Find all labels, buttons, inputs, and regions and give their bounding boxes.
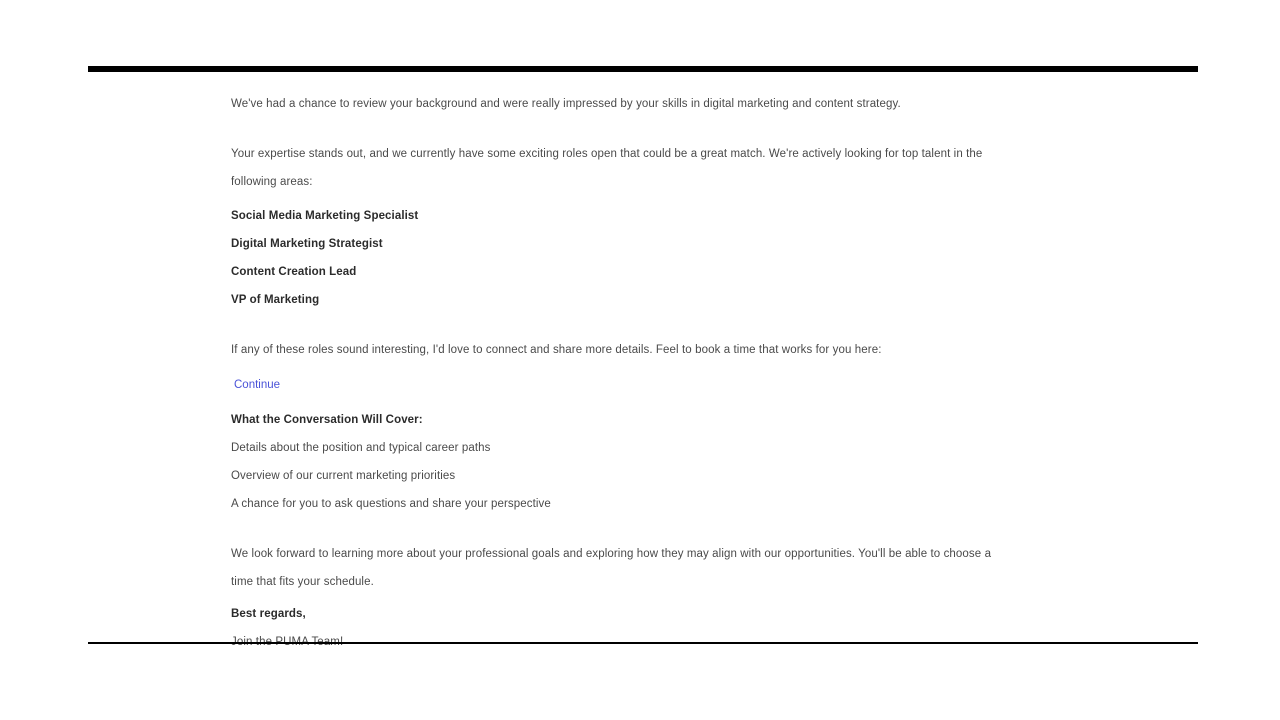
role-item: VP of Marketing (231, 294, 320, 306)
intro-paragraph: We've had a chance to review your background and were really impressed by your skills in digital marketing and content strategy. (231, 98, 901, 110)
continue-link[interactable]: Continue (234, 379, 281, 391)
booking-paragraph: If any of these roles sound interesting, I'd love to connect and share more details. Feel to book a time that works for you here: (231, 344, 882, 356)
email-content (231, 90, 1001, 656)
coverage-item: A chance for you to ask questions and share your perspective (231, 498, 551, 510)
top-divider (88, 66, 1198, 72)
closing-paragraph: We look forward to learning more about your professional goals and exploring how they may align with our opportunities. You'll be able to choose a time that fits your schedule. (231, 548, 992, 588)
role-item: Social Media Marketing Specialist (231, 210, 419, 222)
coverage-item: Details about the position and typical career paths (231, 442, 491, 454)
open-roles-list (231, 202, 1001, 314)
coverage-list (231, 434, 1001, 518)
role-item: Digital Marketing Strategist (231, 238, 383, 250)
coverage-item: Overview of our current marketing priorities (231, 470, 456, 482)
expertise-paragraph: Your expertise stands out, and we currently have some exciting roles open that could be a great match. We're actively looking for top talent in the following areas: (231, 148, 983, 188)
cta-container (231, 372, 1001, 398)
coverage-heading: What the Conversation Will Cover: (231, 414, 423, 426)
bottom-divider (88, 642, 1198, 644)
signoff-text: Best regards, (231, 608, 306, 620)
role-item: Content Creation Lead (231, 266, 357, 278)
